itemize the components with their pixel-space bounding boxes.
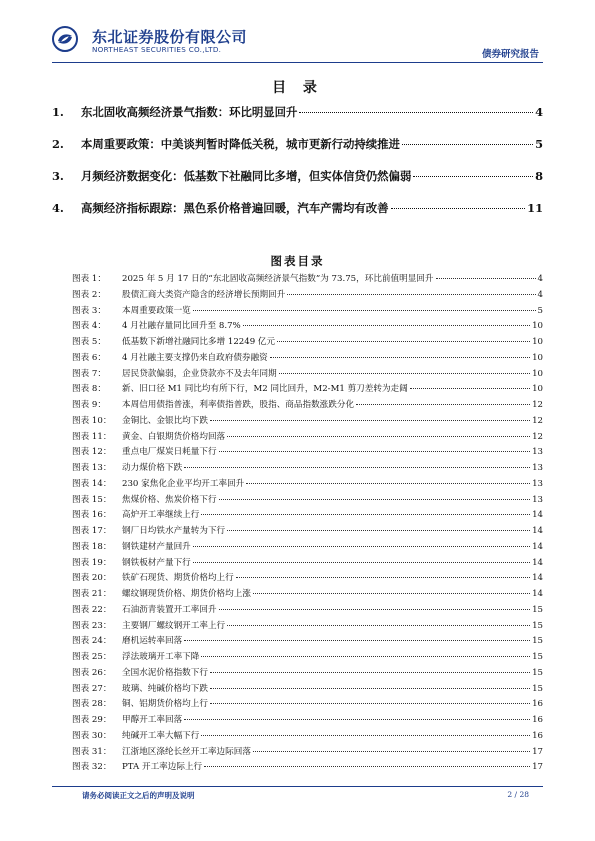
report-type: 债券研究报告 (481, 49, 539, 60)
toc-entry-title: 高频经济指标跟踪：黑色系价格普遍回暖，汽车产需均有改善 (81, 201, 389, 215)
dot-leader (210, 703, 530, 704)
dot-leader (227, 530, 530, 531)
dot-leader (246, 483, 530, 484)
figure-entry-page: 15 (532, 683, 543, 694)
figure-entry-page: 15 (532, 652, 543, 662)
dot-leader (210, 672, 530, 673)
figure-entry[interactable] (72, 414, 543, 430)
figure-entry-page: 4 (537, 274, 543, 284)
figure-entry[interactable] (72, 445, 543, 461)
figure-entry-page: 16 (532, 730, 543, 741)
figure-entry[interactable] (72, 697, 543, 713)
dot-leader (243, 325, 530, 326)
dot-leader (201, 656, 530, 657)
dot-leader (201, 514, 530, 515)
toc-entry-page: 5 (535, 137, 543, 151)
figure-entry-caption: 2025 年 5 月 17 日的“东北固收高频经济景气指数”为 73.75，环比前值明显回升 (122, 274, 434, 284)
figure-entry-caption: 动力煤价格下跌 (122, 463, 183, 473)
toc-entry[interactable] (52, 200, 543, 232)
figure-entry-caption: 浮法玻璃开工率下降 (122, 652, 200, 662)
dot-leader (184, 719, 530, 720)
toc-entry-number: 3. (52, 169, 64, 183)
figure-entry-label: 图表 23： (72, 620, 112, 631)
figure-entry[interactable] (72, 666, 543, 682)
figure-entry-page: 12 (532, 431, 543, 442)
figure-entry[interactable] (72, 398, 543, 414)
figure-entry-label: 图表 22： (72, 604, 112, 615)
figure-entry-page: 15 (532, 636, 543, 647)
company-name-en: NORTHEAST SECURITIES CO.,LTD. (92, 45, 222, 54)
figure-entry-caption: 新、旧口径 M1 同比均有所下行，M2 同比回升，M2-M1 剪刀差转为走阔 (122, 384, 408, 395)
figure-entry-label: 图表 7： (72, 368, 106, 379)
figure-entry[interactable] (72, 619, 543, 635)
figure-entry-caption: 磨机运转率回落 (122, 636, 183, 647)
figure-entry-caption: 钢厂日均铁水产量转为下行 (122, 526, 226, 536)
toc-entry-title: 东北固收高频经济景气指数：环比明显回升 (81, 105, 298, 119)
figure-entry-label: 图表 10： (72, 415, 112, 426)
dot-leader (193, 546, 530, 547)
figure-entry-caption: 股债汇商大类资产隐含的经济增长预期回升 (122, 289, 286, 300)
figure-entry-page: 5 (537, 305, 543, 316)
dot-leader (287, 294, 535, 295)
dot-leader (227, 436, 530, 437)
toc-entry-title: 月频经济数据变化：低基数下社融同比多增，但实体信贷仍然偏弱 (81, 169, 412, 183)
toc-entry-page: 11 (527, 201, 543, 215)
figure-entry-label: 图表 30： (72, 730, 112, 741)
dot-leader (210, 688, 530, 689)
figure-entry-page: 12 (532, 400, 543, 410)
figure-entry-caption: 钢铁板材产量下行 (122, 557, 191, 568)
figure-entry[interactable] (72, 634, 543, 650)
figure-entry-page: 14 (532, 557, 543, 568)
figure-entry[interactable] (72, 556, 543, 572)
dot-leader (253, 593, 530, 594)
figure-entry-label: 图表 21： (72, 589, 112, 599)
figure-entry-page: 14 (532, 589, 543, 599)
dot-leader (279, 373, 530, 374)
figure-entry-caption: 全国水泥价格指数下行 (122, 667, 208, 678)
figure-list-title: 图表目录 (270, 254, 325, 268)
dot-leader (391, 208, 526, 209)
figure-entry-page: 14 (532, 541, 543, 552)
figure-entry[interactable] (72, 540, 543, 556)
figure-entry[interactable] (72, 729, 543, 745)
figure-entry-caption: 高炉开工率继续上行 (122, 510, 200, 521)
company-logo-icon (52, 26, 78, 52)
figure-entry-caption: 钢铁建材产量回升 (122, 541, 191, 552)
figure-entry[interactable] (72, 477, 543, 493)
figure-entry-caption: 黄金、白银期货价格均回落 (122, 431, 226, 442)
figure-entry-page: 10 (532, 352, 543, 363)
figure-entry-label: 图表 27： (72, 683, 112, 694)
figure-entry-caption: PTA 开工率边际上行 (122, 762, 203, 773)
figure-entry-label: 图表 24： (72, 636, 112, 647)
figure-entry-page: 12 (532, 415, 543, 426)
toc-entry-page: 8 (535, 169, 543, 183)
figure-entry-label: 图表 15： (72, 494, 112, 505)
figure-entry-label: 图表 8： (72, 384, 106, 395)
figure-entry-caption: 铜、铝期货价格均上行 (122, 699, 208, 710)
figure-entry-caption: 焦煤价格、焦炭价格下行 (122, 494, 217, 505)
figure-entry-page: 13 (532, 478, 543, 489)
figure-entry-caption: 铁矿石现货、期货价格均上行 (122, 573, 234, 584)
dot-leader (356, 404, 530, 405)
figure-entry[interactable] (72, 461, 543, 477)
figure-entry-page: 16 (532, 699, 543, 710)
figure-entry-caption: 4 月社融主要支撑仍来自政府债券融资 (122, 352, 268, 363)
figure-entry-label: 图表 25： (72, 652, 112, 662)
toc-title: 目 录 (272, 80, 323, 96)
figure-entry-caption: 甲醇开工率回落 (122, 715, 183, 725)
figure-entry[interactable] (72, 587, 543, 603)
figure-entry[interactable] (72, 382, 543, 398)
figure-entry-page: 14 (532, 526, 543, 536)
figure-entry[interactable] (72, 351, 543, 367)
dot-leader (299, 112, 533, 113)
figure-entry-label: 图表 2： (72, 289, 106, 300)
footer-divider (52, 786, 543, 787)
figure-entry-label: 图表 6： (72, 352, 106, 363)
figure-entry-page: 10 (532, 384, 543, 395)
toc-entry[interactable] (52, 136, 543, 168)
toc-entry-number: 2. (52, 137, 64, 151)
figure-entry-label: 图表 12： (72, 447, 112, 458)
toc-entry[interactable] (52, 104, 543, 136)
figure-entry[interactable] (72, 272, 543, 288)
figure-entry[interactable] (72, 713, 543, 729)
dot-leader (410, 388, 530, 389)
figure-entry[interactable] (72, 493, 543, 509)
footer-disclaimer: 请务必阅读正文之后的声明及说明 (82, 791, 195, 800)
figure-entry-label: 图表 14： (72, 478, 112, 489)
figure-entry-label: 图表 32： (72, 762, 112, 773)
figure-entry-caption: 居民贷款偏弱，企业贷款亦不及去年同期 (122, 368, 277, 379)
page-header (0, 0, 595, 70)
dot-leader (193, 310, 536, 311)
figure-entry[interactable] (72, 304, 543, 320)
dot-leader (193, 562, 530, 563)
company-name-cn: 东北证券股份有限公司 (92, 28, 248, 46)
dot-leader (436, 278, 536, 279)
figure-entry-caption: 石油沥青装置开工率回升 (122, 604, 217, 615)
figure-entry-caption: 主要钢厂螺纹钢开工率上行 (122, 620, 226, 631)
figure-entry-caption: 230 家焦化企业平均开工率回升 (122, 478, 245, 489)
figure-entry-label: 图表 5： (72, 337, 106, 347)
figure-entry-page: 4 (537, 289, 543, 300)
figure-entry[interactable] (72, 745, 543, 761)
figure-entry-caption: 本周重要政策一览 (122, 305, 191, 316)
figure-entry-label: 图表 11： (72, 431, 112, 442)
figure-entry[interactable] (72, 603, 543, 619)
figure-entry[interactable] (72, 319, 543, 335)
figure-entry[interactable] (72, 760, 543, 776)
figure-entry-page: 15 (532, 620, 543, 631)
dot-leader (219, 499, 531, 500)
figure-entry-caption: 纯碱开工率大幅下行 (122, 730, 200, 741)
figure-entry-page: 17 (532, 746, 543, 757)
figure-entry-label: 图表 16： (72, 510, 112, 521)
figure-entry-page: 13 (532, 463, 543, 473)
figure-entry-label: 图表 3： (72, 305, 106, 316)
dot-leader (227, 625, 530, 626)
figure-entry-page: 10 (532, 368, 543, 379)
figure-entry-page: 17 (532, 762, 543, 773)
figure-entry-caption: 金铜比、金银比均下跌 (122, 415, 208, 426)
figure-entry-page: 16 (532, 715, 543, 725)
dot-leader (210, 420, 530, 421)
figure-entry[interactable] (72, 288, 543, 304)
dot-leader (201, 735, 530, 736)
figure-entry[interactable] (72, 571, 543, 587)
toc-entry-title: 本周重要政策：中美谈判暂时降低关税，城市更新行动持续推进 (81, 137, 400, 151)
figure-entry-page: 14 (532, 573, 543, 584)
figure-list (72, 272, 543, 776)
toc-entry-number: 4. (52, 201, 64, 215)
figure-entry-label: 图表 4： (72, 321, 106, 332)
dot-leader (219, 451, 531, 452)
figure-entry-caption: 重点电厂煤炭日耗量下行 (122, 447, 217, 458)
figure-entry-page: 13 (532, 447, 543, 458)
figure-entry-label: 图表 13： (72, 463, 112, 473)
figure-entry-label: 图表 31： (72, 746, 112, 757)
figure-entry-label: 图表 26： (72, 667, 112, 678)
toc-entry-number: 1. (52, 105, 64, 119)
header-divider (52, 62, 543, 63)
figure-entry-page: 10 (532, 321, 543, 332)
figure-entry[interactable] (72, 335, 543, 351)
dot-leader (184, 467, 530, 468)
figure-entry-page: 15 (532, 667, 543, 678)
dot-leader (413, 176, 533, 177)
figure-entry-caption: 玻璃、纯碱价格均下跌 (122, 683, 208, 694)
dot-leader (236, 577, 530, 578)
figure-entry-page: 10 (532, 337, 543, 347)
figure-entry[interactable] (72, 367, 543, 383)
dot-leader (270, 357, 530, 358)
figure-entry-page: 13 (532, 494, 543, 505)
figure-entry-page: 15 (532, 604, 543, 615)
figure-entry-label: 图表 29： (72, 715, 112, 725)
figure-entry-caption: 4 月社融存量同比回升至 8.7% (122, 321, 241, 332)
figure-entry-caption: 低基数下新增社融同比多增 12249 亿元 (122, 337, 276, 347)
figure-entry[interactable] (72, 650, 543, 666)
figure-entry-label: 图表 20： (72, 573, 112, 584)
figure-entry-label: 图表 17： (72, 526, 112, 536)
figure-entry-label: 图表 19： (72, 557, 112, 568)
figure-entry-page: 14 (532, 510, 543, 521)
dot-leader (402, 144, 533, 145)
figure-entry-label: 图表 28： (72, 699, 112, 710)
figure-entry[interactable] (72, 430, 543, 446)
dot-leader (219, 609, 531, 610)
table-of-contents (52, 104, 543, 232)
page-number: 2 / 28 (507, 790, 529, 799)
figure-entry-caption: 螺纹钢现货价格、期货价格均上涨 (122, 589, 251, 599)
figure-entry-caption: 江浙地区涤纶长丝开工率边际回落 (122, 746, 251, 757)
figure-entry[interactable] (72, 682, 543, 698)
dot-leader (277, 341, 530, 342)
figure-entry-label: 图表 1： (72, 274, 106, 284)
toc-entry[interactable] (52, 168, 543, 200)
dot-leader (184, 640, 530, 641)
dot-leader (204, 766, 530, 767)
toc-entry-page: 4 (535, 105, 543, 119)
figure-entry-caption: 本周信用债指普涨，利率债指普跌，股指、商品指数涨跌分化 (122, 400, 355, 410)
figure-entry[interactable] (72, 524, 543, 540)
figure-entry-label: 图表 9： (72, 400, 106, 410)
figure-entry-label: 图表 18： (72, 541, 112, 552)
dot-leader (253, 751, 530, 752)
figure-entry[interactable] (72, 508, 543, 524)
